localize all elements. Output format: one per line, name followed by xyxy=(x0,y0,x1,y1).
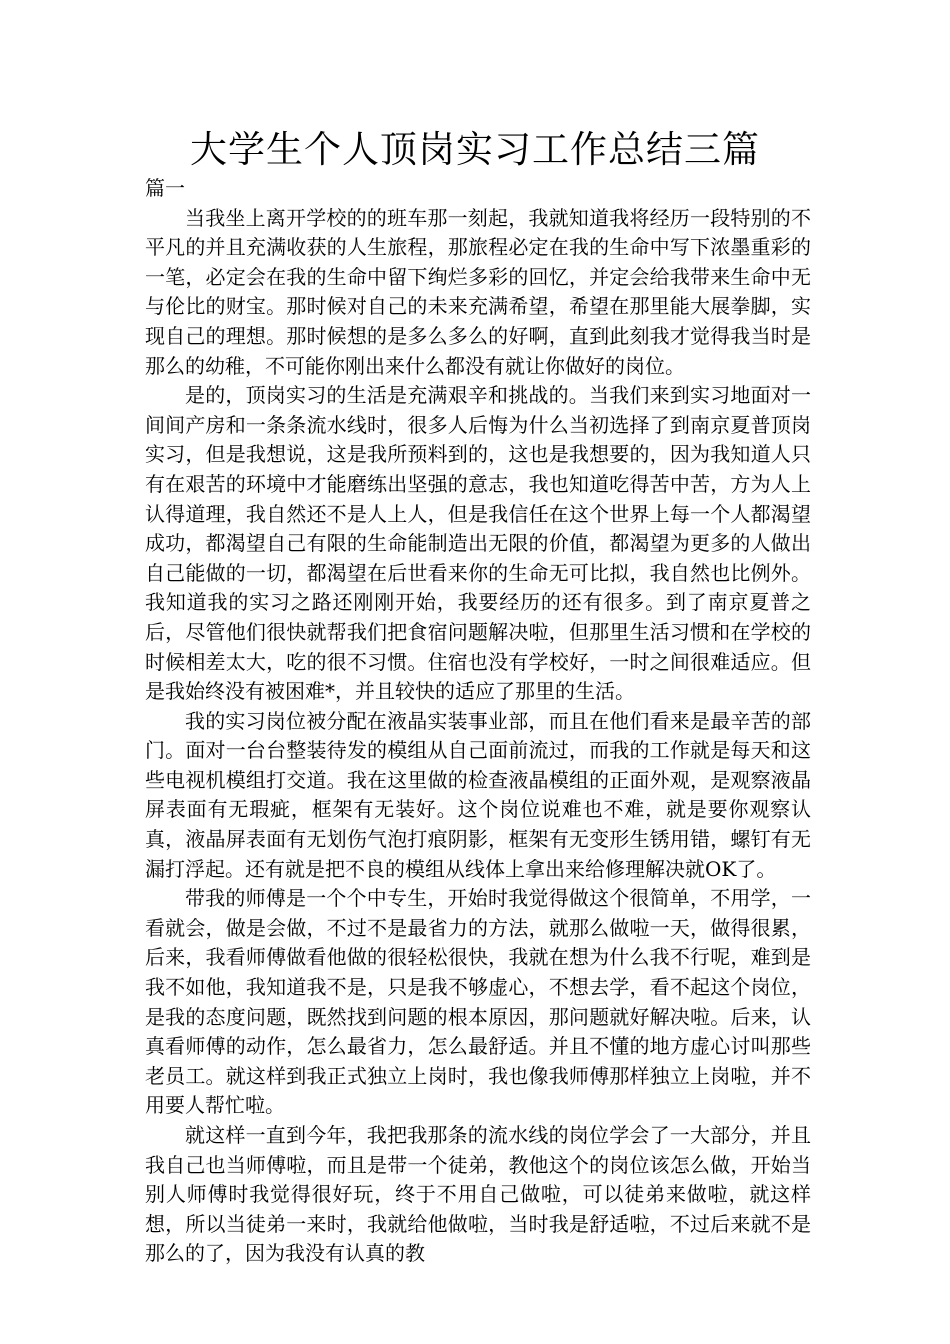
paragraph-3: 我的实习岗位被分配在液晶实装事业部，而且在他们看来是最辛苦的部门。面对一台台整装待发的模组从自己面前流过，而我的工作就是每天和这些电视机模组打交道。我在这里做的检查液晶模组的正面外观，是观察液晶屏表面有无瑕疵，框架有无装好。这个岗位说难也不难，就是要你观察认真，液晶屏表面有无划伤气泡打痕阴影，框架有无变形生锈用错，螺钉有无漏打浮起。还有就是把不良的模组从线体上拿出来给修理解决就OK了。 xyxy=(145,708,811,881)
paragraph-5: 就这样一直到今年，我把我那条的流水线的岗位学会了一大部分，并且我自己也当师傅啦，而且是带一个徒弟，教他这个的岗位该怎么做，开始当别人师傅时我觉得很好玩，终于不用自己做啦，可以徒弟来做啦，就这样想，所以当徒弟一来时，我就给他做啦，当时我是舒适啦，不过后来就不是那么的了，因为我没有认真的教 xyxy=(145,1123,811,1266)
document-body xyxy=(145,174,811,1269)
paragraph-2: 是的，顶岗实习的生活是充满艰辛和挑战的。当我们来到实习地面对一间间产房和一条条流水线时，很多人后悔为什么当初选择了到南京夏普顶岗实习，但是我想说，这是我所预料到的，这也是我想要的，因为我知道人只有在艰苦的环境中才能磨练出坚强的意志，我也知道吃得苦中苦，方为人上认得道理，我自然还不是人上人，但是我信任在这个世界上每一个人都渴望成功，都渴望自己有限的生命能制造出无限的价值，都渴望为更多的人做出自己能做的一切，都渴望在后世看来你的生命无可比拟，我自然也比例外。我知道我的实习之路还刚刚开始，我要经历的还有很多。到了南京夏普之后，尽管他们很快就帮我们把食宿问题解决啦，但那里生活习惯和在学校的时候相差太大，吃的很不习惯。住宿也没有学校好，一时之间很难适应。但是我始终没有被困难*，并且较快的适应了那里的生活。 xyxy=(145,383,811,704)
document-title: 大学生个人顶岗实习工作总结三篇 xyxy=(190,128,760,171)
paragraph-1: 当我坐上离开学校的的班车那一刻起，我就知道我将经历一段特别的不平凡的并且充满收获的人生旅程，那旅程必定在我的生命中写下浓墨重彩的一笔，必定会在我的生命中留下绚烂多彩的回忆，并定会给我带来生命中无与伦比的财宝。那时候对自己的未来充满希望，希望在那里能大展拳脚，实现自己的理想。那时候想的是多么多么的好啊，直到此刻我才觉得我当时是那么的幼稚，不可能你刚出来什么都没有就让你做好的岗位。 xyxy=(145,205,811,378)
section-label: 篇一 xyxy=(145,176,185,200)
paragraph-4: 带我的师傅是一个个中专生，开始时我觉得做这个很简单，不用学，一看就会，做是会做，不过不是最省力的方法，就那么做啦一天，做得很累，后来，我看师傅做看他做的很轻松很快，我就在想为什么我不行呢，难到是我不如他，我知道我不是，只是我不够虚心，不想去学，看不起这个岗位，是我的态度问题，既然找到问题的根本原因，那问题就好解决啦。后来，认真看师傅的动作，怎么最省力，怎么最舒适。并且不懂的地方虚心讨叫那些老员工。就这样到我正式独立上岗时，我也像我师傅那样独立上岗啦，并不用要人帮忙啦。 xyxy=(145,886,811,1118)
